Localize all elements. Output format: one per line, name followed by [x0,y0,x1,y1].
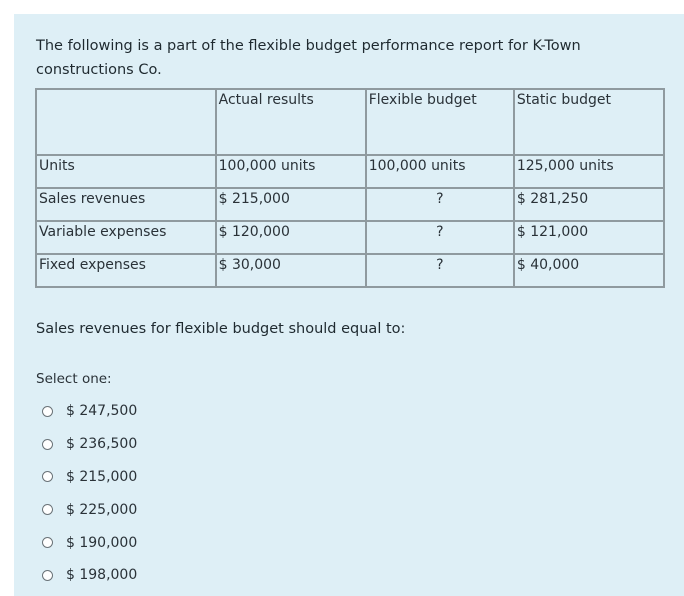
radio-button[interactable] [42,471,53,482]
table-row [36,221,664,254]
table-cell: Sales revenues [36,188,216,221]
table-row [36,254,664,287]
table-cell: $ 281,250 [514,188,664,221]
radio-button[interactable] [42,439,53,450]
table-cell: Units [36,155,216,188]
radio-button[interactable] [42,570,53,581]
radio-button[interactable] [42,504,53,515]
table-header-cell: Static budget [514,89,664,155]
table-cell: 125,000 units [514,155,664,188]
question-panel [14,14,684,596]
answer-option-label[interactable]: $ 198,000 [66,567,138,584]
answer-option-label[interactable]: $ 190,000 [66,534,138,551]
answer-option[interactable] [42,428,137,461]
answer-option[interactable] [42,559,137,592]
question-intro: The following is a part of the flexible budget performance report for K-Town constructions Co. [36,38,581,78]
table-header-cell [36,89,216,155]
answer-option-label[interactable]: $ 236,500 [66,436,138,453]
table-row [36,155,664,188]
radio-button[interactable] [42,537,53,548]
select-one-label: Select one: [36,371,112,387]
table-cell: $ 40,000 [514,254,664,287]
answer-option[interactable] [42,526,137,559]
table-cell: 100,000 units [216,155,366,188]
answer-option-label[interactable]: $ 215,000 [66,468,138,485]
table-cell: ? [366,221,514,254]
answer-option-label[interactable]: $ 225,000 [66,501,138,518]
radio-button[interactable] [42,406,53,417]
table-cell: Variable expenses [36,221,216,254]
answer-option-label[interactable]: $ 247,500 [66,403,138,420]
answer-option[interactable] [42,395,137,428]
table-cell: $ 215,000 [216,188,366,221]
answer-option[interactable] [42,493,137,526]
question-stem: Sales revenues for flexible budget should equal to: [36,321,406,337]
table-cell: ? [366,254,514,287]
table-cell: $ 120,000 [216,221,366,254]
table-row [36,188,664,221]
table-cell: ? [366,188,514,221]
table-cell: 100,000 units [366,155,514,188]
table-cell: $ 121,000 [514,221,664,254]
table-cell: Fixed expenses [36,254,216,287]
answer-option[interactable] [42,461,137,494]
table-cell: $ 30,000 [216,254,366,287]
table-header-cell: Actual results [216,89,366,155]
table-header-cell: Flexible budget [366,89,514,155]
answer-options [42,395,137,592]
table-header-row [36,89,664,155]
performance-report-table [35,88,665,288]
